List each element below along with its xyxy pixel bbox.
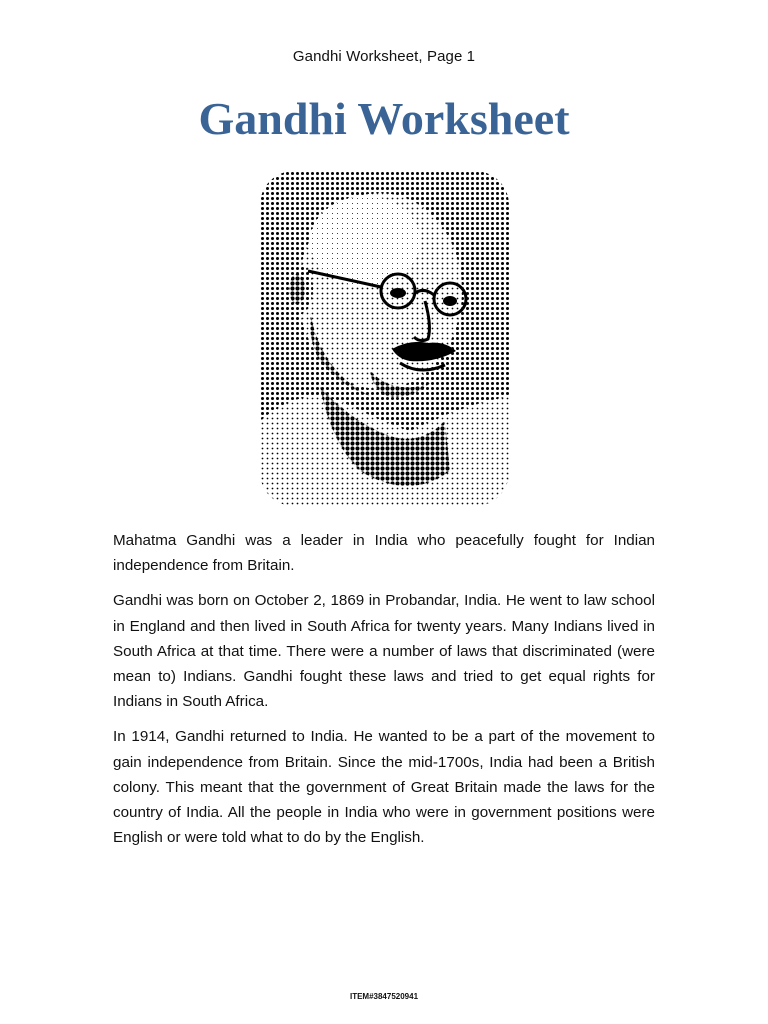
worksheet-body: [113, 528, 655, 860]
portrait-halftone-icon: [260, 171, 509, 506]
paragraph-intro: Mahatma Gandhi was a leader in India who peacefully fought for Indian independence from Britain.: [113, 532, 655, 575]
page-title: Gandhi Worksheet: [198, 93, 570, 144]
gandhi-portrait-image: [260, 171, 509, 506]
item-number: ITEM#3847520941: [349, 992, 419, 1001]
paragraph-early-life: Gandhi was born on October 2, 1869 in Probandar, India. He went to law school in England and then lived in South Africa for twenty years. Many Indians lived in South Africa at that time. There were a number of laws that discriminated (were mean to) Indians. Gandhi fought these laws and tried to get equal rights for Indians in South Africa.: [113, 592, 655, 711]
paragraph-return-to-india: In 1914, Gandhi returned to India. He wanted to be a part of the movement to gain independence from Britain. Since the mid-1700s, India had been a British colony. This meant that the government of Great Britain made the laws for the country of India. All the people in India who were in government positions were English or were told what to do by the English.: [113, 728, 655, 847]
page-header: Gandhi Worksheet, Page 1: [292, 48, 476, 65]
